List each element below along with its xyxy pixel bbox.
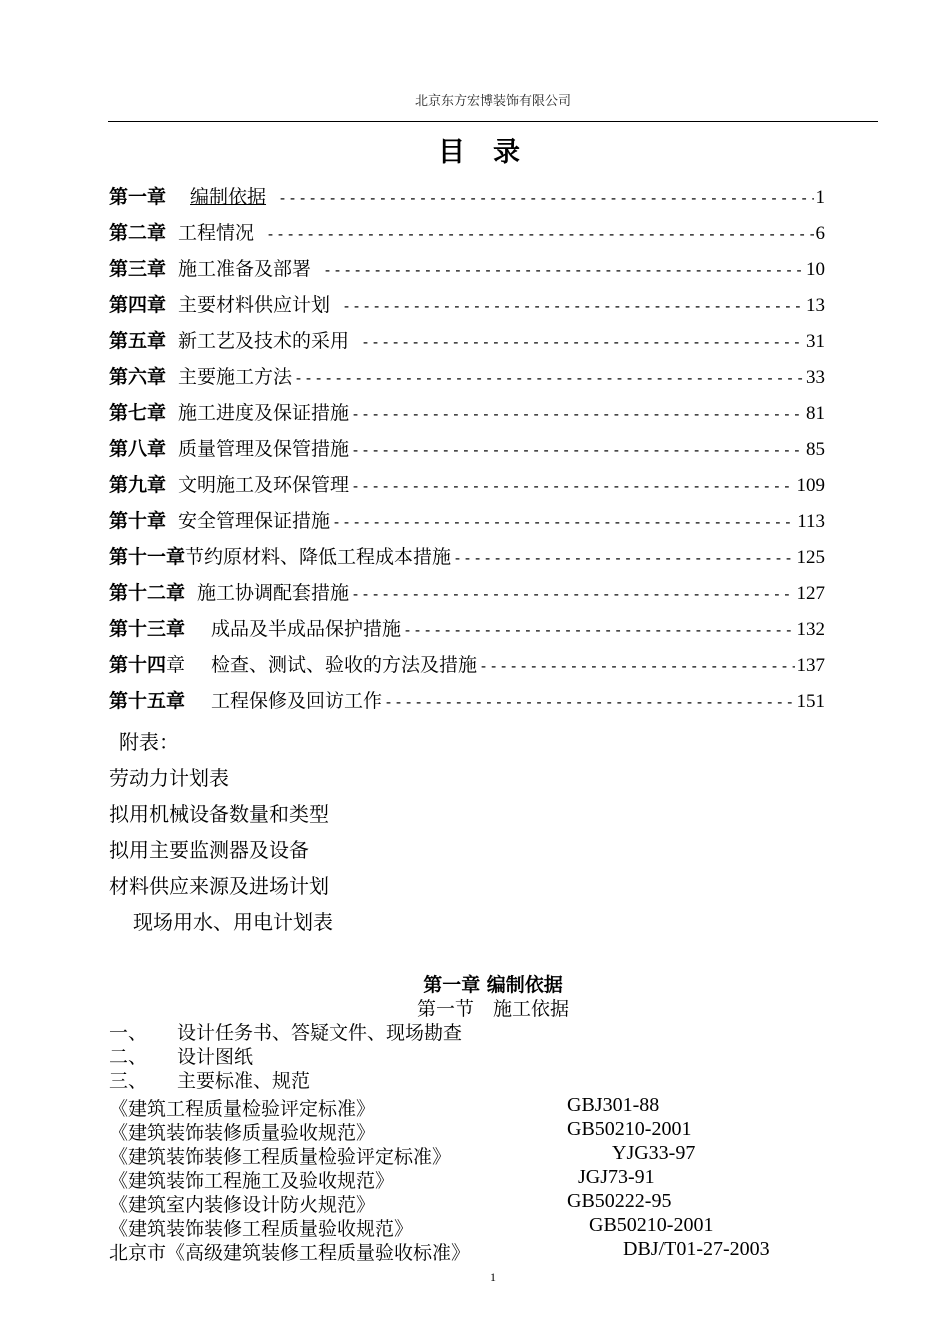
toc-page: 85 [806,439,825,460]
toc-leader [351,441,804,459]
toc-row[interactable] [109,326,825,362]
standard-name: 《建筑装饰装修工程质量验收规范》 [109,1218,414,1240]
toc-page: 137 [796,655,825,676]
page-number: 1 [490,1270,496,1284]
standard-code: GB50210-2001 [567,1118,692,1140]
standard-name: 《建筑工程质量检验评定标准》 [109,1098,376,1120]
toc-page: 10 [806,259,825,280]
standard-code: JGJ73-91 [578,1166,655,1188]
list-item [109,1166,829,1190]
toc-page: 33 [806,367,825,388]
toc-row[interactable] [109,218,825,254]
toc-chapter: 第三章 [109,258,167,280]
appendix-list [109,726,333,942]
list-item [109,1042,462,1066]
toc-row[interactable] [109,506,825,542]
toc-leader [479,657,794,675]
toc-chapter-name: 施工准备及部署 [178,258,312,280]
toc-page: 81 [806,403,825,424]
standard-code: GBJ301-88 [567,1094,660,1116]
toc-row[interactable] [109,254,825,290]
toc-row[interactable] [109,470,825,506]
toc-page: 1 [815,187,825,208]
toc-chapter: 第十一章 [109,546,186,568]
toc-chapter-name: 编制依据 [190,186,267,208]
list-item [109,1066,462,1090]
list-item [109,1094,829,1118]
toc-chapter: 第一章 [109,186,167,208]
toc-chapter-name: 施工进度及保证措施 [178,402,350,424]
appendix-label: 附表： [119,730,179,754]
toc-title: 目录 [438,137,548,168]
list-item [109,1142,829,1166]
toc-leader [453,549,794,567]
toc-chapter: 第八章 [109,438,167,460]
standard-name: 《建筑室内装修设计防火规范》 [109,1194,376,1216]
outline-number: 一、 [109,1022,148,1044]
toc-row[interactable] [109,542,825,578]
toc-page: 125 [796,547,825,568]
toc-leader [361,333,804,351]
toc-leader [332,513,795,531]
toc-page: 109 [796,475,825,496]
toc-page: 31 [806,331,825,352]
toc-leader [323,261,804,279]
toc-chapter-suffix: 章 [166,654,186,676]
outline-number: 二、 [109,1046,148,1068]
standard-name: 北京市《高级建筑装修工程质量验收标准》 [109,1242,471,1264]
standards-list [109,1094,829,1262]
outline-text: 主要标准、规范 [177,1070,311,1092]
list-item: 现场用水、用电计划表 [133,910,333,934]
toc-chapter: 第六章 [109,366,167,388]
list-item: 劳动力计划表 [109,766,229,790]
outline-number: 三、 [109,1070,148,1092]
toc-page: 151 [796,691,825,712]
toc-row[interactable] [109,614,825,650]
toc-row[interactable] [109,650,825,686]
outline-text: 设计图纸 [177,1046,254,1068]
toc-chapter: 第十章 [109,510,167,532]
toc-chapter: 第五章 [109,330,167,352]
list-item: 拟用主要监测器及设备 [109,838,309,862]
standard-name: 《建筑装饰工程施工及验收规范》 [109,1170,395,1192]
page-header-company: 北京东方宏博装饰有限公司 [414,94,571,109]
list-item [109,1190,829,1214]
toc-chapter-name: 文明施工及环保管理 [178,474,350,496]
outline-text: 设计任务书、答疑文件、现场勘查 [177,1022,463,1044]
toc-chapter-name: 质量管理及保管措施 [178,438,350,460]
toc-leader [294,369,804,387]
toc-chapter-name: 检查、测试、验收的方法及措施 [211,654,478,676]
toc-page: 132 [796,619,825,640]
toc-leader [351,585,794,603]
toc-row[interactable] [109,398,825,434]
list-item: 材料供应来源及进场计划 [109,874,329,898]
toc-leader [342,297,804,315]
list-item [109,1018,462,1042]
toc-chapter-name: 施工协调配套措施 [197,582,350,604]
list-item: 拟用机械设备数量和类型 [109,802,329,826]
standard-code: DBJ/T01-27-2003 [623,1238,770,1260]
toc-chapter-name: 安全管理保证措施 [178,510,331,532]
list-item [109,1214,829,1238]
toc-leader [351,405,804,423]
toc-chapter: 第十五章 [109,690,186,712]
toc-chapter: 第十三章 [109,618,186,640]
toc-chapter: 第九章 [109,474,167,496]
toc-chapter-name: 节约原材料、降低工程成本措施 [185,546,452,568]
toc-chapter-name: 主要施工方法 [178,366,293,388]
toc-row[interactable] [109,578,825,614]
toc-chapter: 第七章 [109,402,167,424]
toc-row[interactable] [109,290,825,326]
toc-chapter-name: 主要材料供应计划 [178,294,331,316]
toc-page: 13 [806,295,825,316]
toc-row[interactable] [109,686,825,722]
toc-chapter: 第十四 [109,654,167,676]
toc-leader [403,621,794,639]
toc-page: 113 [797,511,825,532]
toc-chapter: 第十二章 [109,582,186,604]
toc-leader [351,477,794,495]
toc-row[interactable] [109,434,825,470]
toc-chapter-name: 新工艺及技术的采用 [178,330,350,352]
standard-code: YJG33-97 [612,1142,696,1164]
table-of-contents [109,182,825,722]
toc-page: 6 [815,223,825,244]
toc-leader [266,225,813,243]
toc-chapter-name: 工程情况 [178,222,255,244]
standard-code: GB50222-95 [567,1190,672,1212]
standard-name: 《建筑装饰装修工程质量检验评定标准》 [109,1146,452,1168]
section-heading: 第一节 施工依据 [416,998,569,1020]
toc-row[interactable] [109,362,825,398]
standard-code: GB50210-2001 [589,1214,714,1236]
toc-chapter-name: 工程保修及回访工作 [211,690,383,712]
header-divider [108,121,878,122]
toc-leader [384,693,794,711]
toc-leader [278,189,813,207]
toc-chapter-name: 成品及半成品保护措施 [211,618,402,640]
toc-chapter: 第二章 [109,222,167,244]
standard-name: 《建筑装饰装修质量验收规范》 [109,1122,376,1144]
outline-list [109,1018,462,1090]
toc-row[interactable] [109,182,825,218]
toc-page: 127 [796,583,825,604]
chapter-heading: 第一章 编制依据 [423,974,563,996]
list-item [109,1118,829,1142]
toc-chapter: 第四章 [109,294,167,316]
list-item [109,1238,829,1262]
